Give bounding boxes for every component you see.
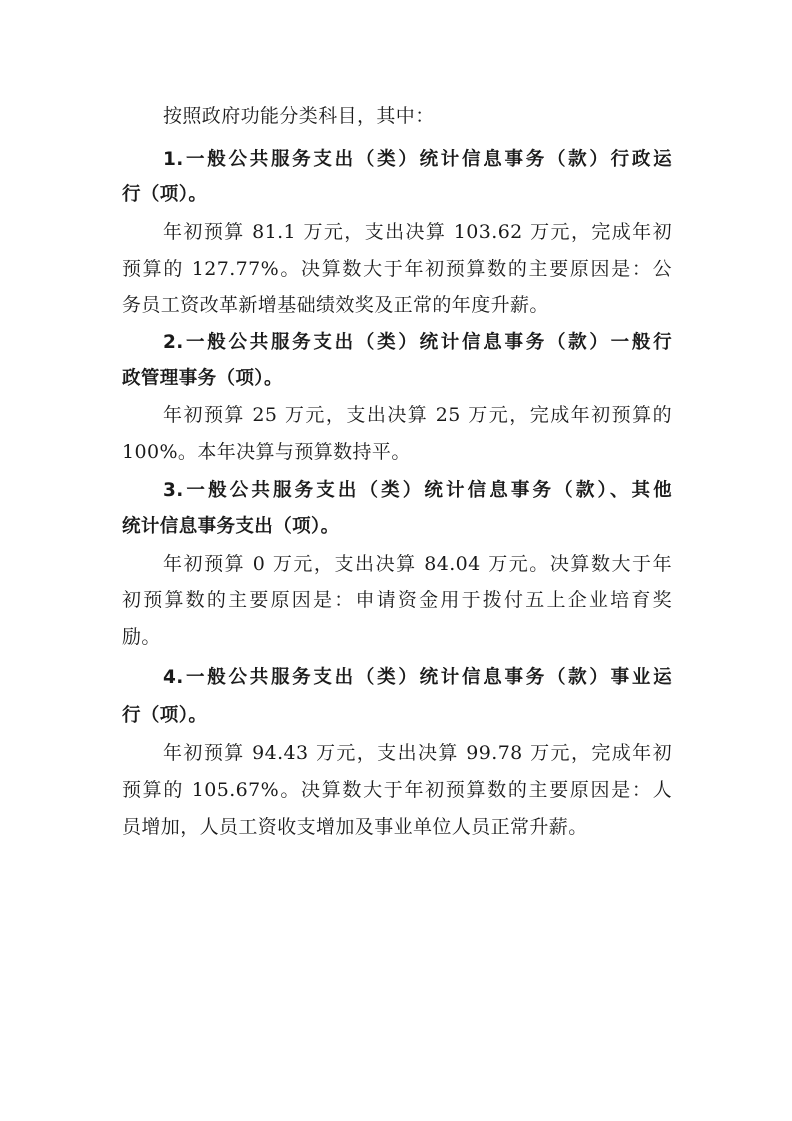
intro-paragraph: 按照政府功能分类科目，其中： [163,105,435,127]
section-4-body-line-2: 预算的 105.67%。决算数大于年初预算数的主要原因是：人 [122,779,672,801]
section-2-heading-line-1: 2.一般公共服务支出（类）统计信息事务（款）一般行 [163,332,672,353]
section-3-body-line-3: 励。 [122,626,161,648]
section-2-heading-line-2: 政管理事务（项）。 [122,368,283,389]
section-1-body-line-1: 年初预算 81.1 万元，支出决算 103.62 万元，完成年初 [163,221,672,243]
section-1-heading-line-2: 行（项）。 [122,184,208,205]
section-4-body-line-3: 员增加，人员工资收支增加及事业单位人员正常升薪。 [122,816,588,838]
section-3-heading-line-2: 统计信息事务支出（项）。 [122,516,340,537]
section-3-body-line-1: 年初预算 0 万元，支出决算 84.04 万元。决算数大于年 [163,553,672,575]
section-4-heading-line-2: 行（项）。 [122,705,208,726]
section-1-heading-line-1: 1.一般公共服务支出（类）统计信息事务（款）行政运 [163,149,672,170]
section-4-heading-line-1: 4.一般公共服务支出（类）统计信息事务（款）事业运 [163,667,672,688]
section-1-body-line-3: 务员工资改革新增基础绩效奖及正常的年度升薪。 [122,294,549,316]
section-2-body-line-2: 100%。本年决算与预算数持平。 [122,441,411,463]
section-4-body-line-1: 年初预算 94.43 万元，支出决算 99.78 万元，完成年初 [163,742,672,764]
section-3-body-line-2: 初预算数的主要原因是：申请资金用于拨付五上企业培育奖 [122,589,672,611]
section-3-heading-line-1: 3.一般公共服务支出（类）统计信息事务（款）、其他 [163,480,672,501]
section-1-body-line-2: 预算的 127.77%。决算数大于年初预算数的主要原因是：公 [122,258,672,280]
section-2-body-line-1: 年初预算 25 万元，支出决算 25 万元，完成年初预算的 [163,404,672,426]
